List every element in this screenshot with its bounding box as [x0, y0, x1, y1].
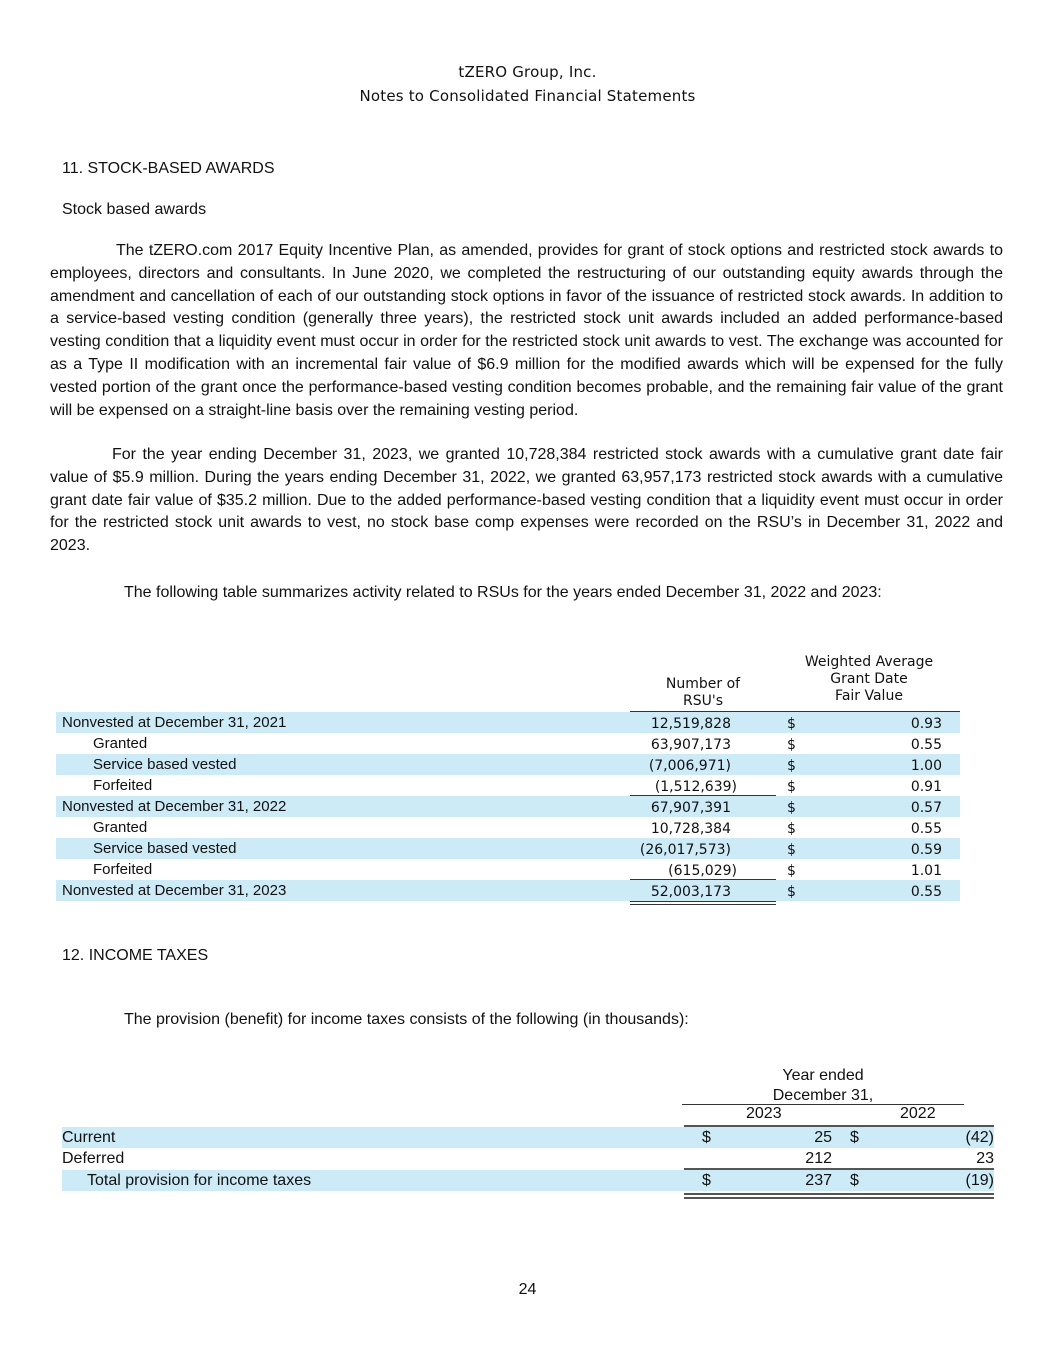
row-value: 0.55	[910, 821, 942, 837]
row-value: 0.93	[910, 716, 942, 732]
row-value: 1.00	[910, 758, 942, 774]
row-currency: $	[787, 863, 796, 879]
row-currency: $	[787, 800, 796, 816]
row-label: Total provision for income taxes	[87, 1172, 312, 1189]
row-value-2022: 23	[976, 1150, 994, 1167]
row-currency: $	[702, 1129, 711, 1146]
total-double-rule-bottom	[684, 1197, 994, 1199]
section-11-subtitle: Stock based awards	[62, 201, 207, 218]
row-value: 1.01	[910, 863, 942, 879]
row-currency: $	[850, 1172, 859, 1189]
year-2023: 2023	[746, 1105, 782, 1122]
row-number: 12,519,828	[650, 716, 731, 732]
section-12-title: 12. INCOME TAXES	[62, 947, 209, 964]
row-value: 0.91	[910, 779, 942, 795]
row-value: 0.57	[910, 800, 942, 816]
row-currency: $	[787, 821, 796, 837]
row-label: Granted	[93, 735, 148, 752]
row-label: Nonvested at December 31, 2022	[62, 798, 287, 815]
row-currency: $	[787, 737, 796, 753]
table-row	[56, 796, 960, 817]
company-name: tZERO Group, Inc.	[458, 63, 597, 81]
row-currency: $	[702, 1172, 711, 1189]
tax-header-line: Year ended	[782, 1067, 864, 1084]
row-currency: $	[850, 1129, 859, 1146]
table-row	[56, 775, 960, 796]
row-value-2022: (42)	[965, 1129, 994, 1146]
row-number: 67,907,391	[650, 800, 731, 816]
total-double-rule-top	[630, 901, 776, 902]
row-value: 0.59	[910, 842, 942, 858]
row-label: Nonvested at December 31, 2021	[62, 714, 287, 731]
row-value: 0.55	[910, 884, 942, 900]
row-label: Granted	[93, 819, 148, 836]
table-row	[56, 859, 960, 880]
row-label: Forfeited	[93, 777, 153, 794]
row-label: Service based vested	[93, 840, 237, 857]
document-subtitle: Notes to Consolidated Financial Statements	[359, 87, 696, 105]
row-value-2023: 25	[814, 1129, 832, 1146]
table-row	[62, 1127, 994, 1148]
table-row	[56, 754, 960, 775]
row-currency: $	[787, 779, 796, 795]
table-row	[56, 838, 960, 859]
table-row	[62, 1170, 994, 1191]
year-2022: 2022	[900, 1105, 936, 1122]
rsu-table-intro: The following table summarizes activity related to RSUs for the years ended December 31, 2022 and 2023:	[124, 584, 882, 601]
row-number: 63,907,173	[650, 737, 731, 753]
row-value: 0.55	[910, 737, 942, 753]
page-number: 24	[518, 1281, 537, 1298]
row-value-2023: 237	[805, 1172, 832, 1189]
tax-header	[682, 1066, 964, 1106]
row-number: (615,029)	[668, 863, 737, 879]
col-header-line: Fair Value	[835, 688, 903, 704]
table-row	[56, 733, 960, 754]
col-header-line: Weighted Average	[804, 654, 934, 670]
section-11-title: 11. STOCK-BASED AWARDS	[62, 160, 275, 177]
row-number: (26,017,573)	[639, 842, 731, 858]
paragraph-equity-plan: The tZERO.com 2017 Equity Incentive Plan, as amended, provides for grant of stock options and restricted stock awards to employees, directors and consultants. In June 2020, we completed the restructuring of our outstanding equity awards through the amendment and cancellation of each of our outstanding stock options in favor of the issuance of restricted stock awards. In addition to a service-based vesting condition (generally three years), the restricted stock unit awards included an added performance-based vesting condition that a liquidity event must occur in order for the restricted stock unit awards to vest. The exchange was accounted for as a Type II modification with an incremental fair value of $6.9 million for the modified awards which will be expensed for the fully vested portion of the grant once the performance-based vesting condition becomes probable, and the remaining fair value of the grant will be expensed on a straight-line basis over the remaining vesting period.	[50, 242, 1003, 419]
row-value-2023: 212	[805, 1150, 832, 1167]
row-number: (1,512,639)	[654, 779, 737, 795]
row-label: Service based vested	[93, 756, 237, 773]
row-number: (7,006,971)	[648, 758, 731, 774]
col-header-line: Grant Date	[830, 671, 908, 687]
row-value-2022: (19)	[965, 1172, 994, 1189]
table-row	[56, 817, 960, 838]
total-double-rule-top	[684, 1193, 994, 1195]
row-currency: $	[787, 716, 796, 732]
tax-table-intro: The provision (benefit) for income taxes consists of the following (in thousands):	[124, 1011, 689, 1028]
tax-header-line: December 31,	[772, 1087, 874, 1104]
row-label: Current	[62, 1129, 116, 1146]
row-currency: $	[787, 842, 796, 858]
col-header-line: RSU's	[682, 693, 723, 709]
paragraph-grants: For the year ending December 31, 2023, we granted 10,728,384 restricted stock awards with a cumulative grant date fair value of $5.9 million. During the years ending December 31, 2022, we granted 63,957,173 restricted stock awards with a cumulative grant date fair value of $35.2 million. Due to the added performance-based vesting condition that a liquidity event must occur in order for the restricted stock unit awards to vest, no stock base comp expenses were recorded on the RSU’s in December 31, 2022 and 2023.	[50, 446, 1003, 555]
row-currency: $	[787, 884, 796, 900]
row-currency: $	[787, 758, 796, 774]
row-label: Nonvested at December 31, 2023	[62, 882, 287, 899]
col-header-number-rsus	[630, 676, 776, 710]
col-header-line: Number of	[665, 676, 741, 692]
row-number: 52,003,173	[650, 884, 731, 900]
row-label: Forfeited	[93, 861, 153, 878]
row-number: 10,728,384	[650, 821, 731, 837]
table-row	[56, 712, 960, 733]
col-header-fair-value	[780, 654, 958, 705]
total-double-rule-bottom	[630, 904, 776, 905]
table-row	[62, 1148, 994, 1169]
table-row	[56, 880, 960, 901]
row-label: Deferred	[62, 1150, 125, 1167]
